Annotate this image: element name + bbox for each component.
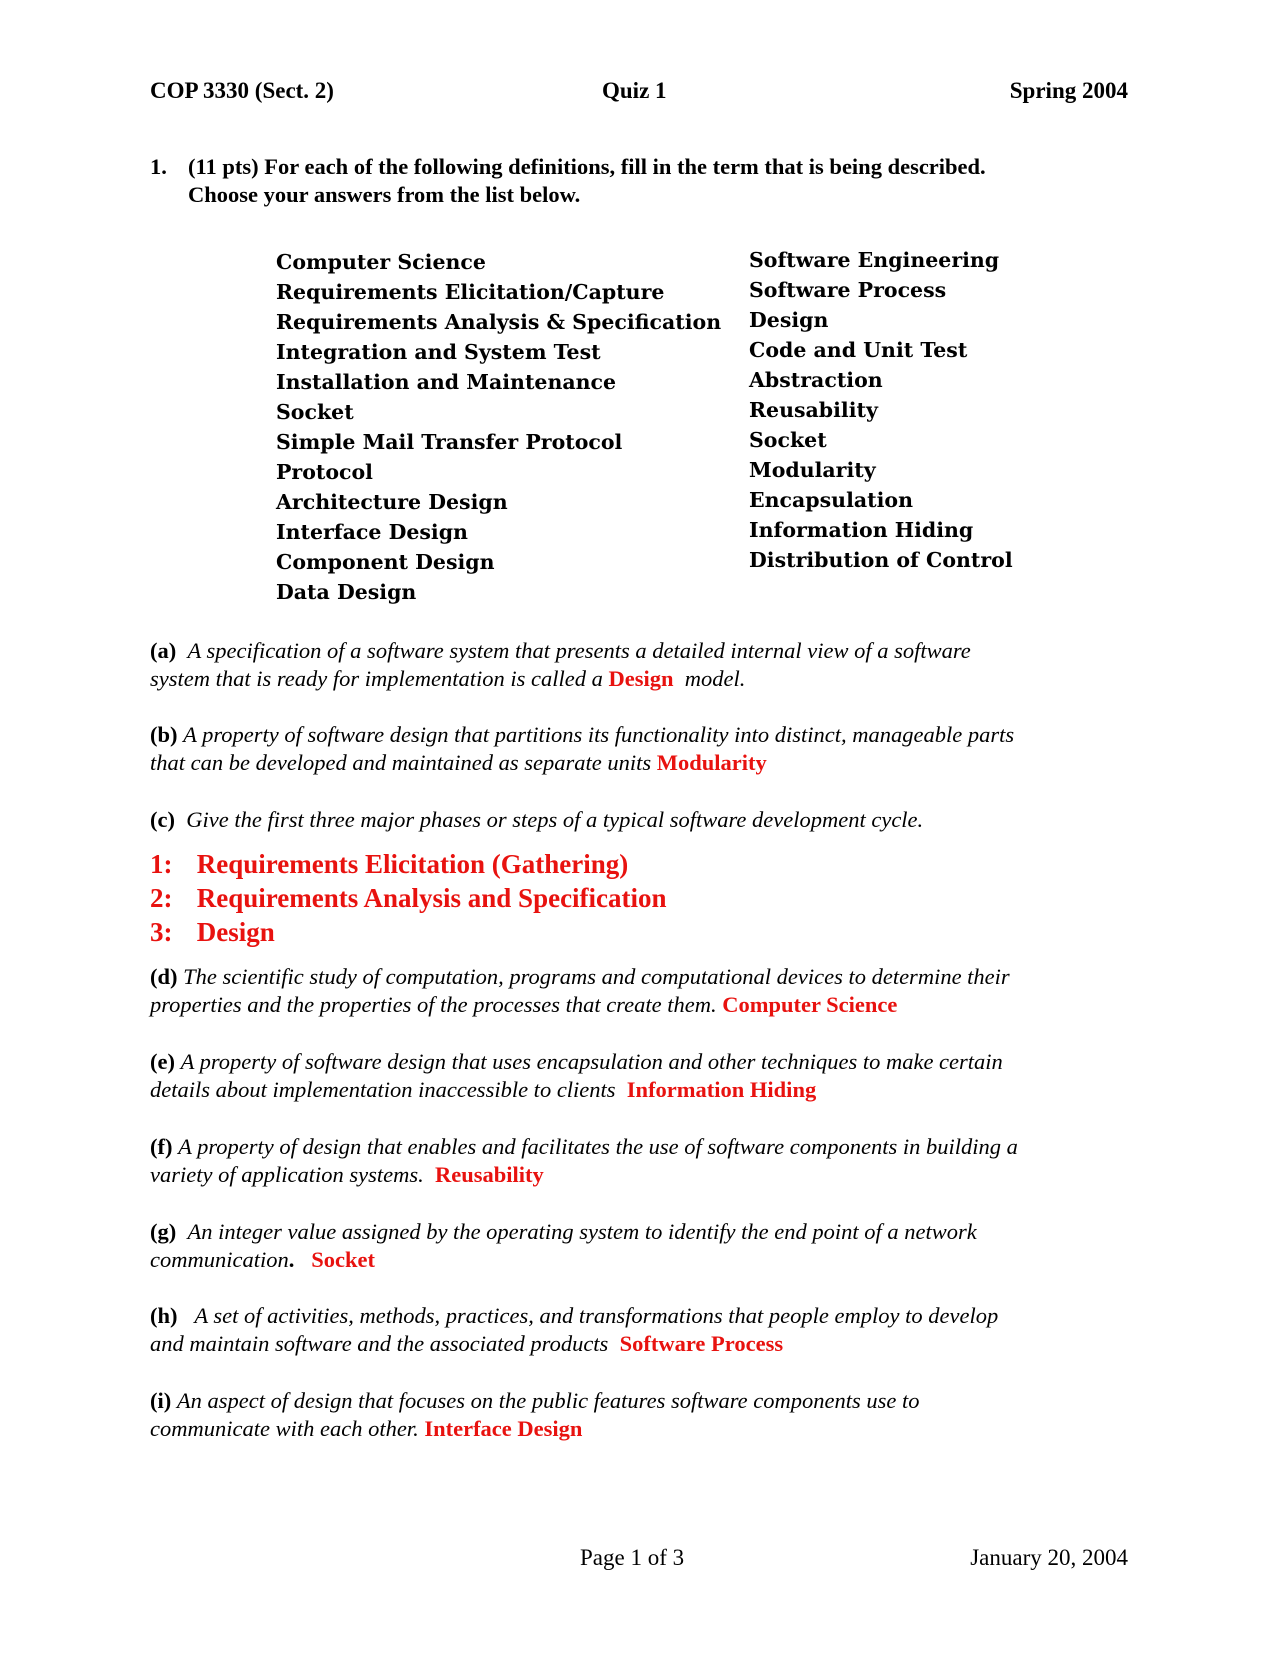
question-prompt-line: (11 pts) For each of the following definitions, fill in the term that is being described. — [188, 154, 986, 179]
term-item: Socket — [276, 400, 354, 424]
item-label: (g) — [150, 1219, 177, 1244]
term-item: Architecture Design — [276, 490, 508, 514]
item-definition: communication — [150, 1247, 289, 1272]
term-item: Distribution of Control — [749, 548, 1013, 572]
term-item: Simple Mail Transfer Protocol — [276, 430, 623, 454]
footer-date: January 20, 2004 — [970, 1545, 1128, 1570]
item-answer: Reusability — [434, 1162, 544, 1187]
term: Spring 2004 — [1009, 78, 1128, 103]
term-item: Encapsulation — [749, 488, 913, 512]
term-list-left — [276, 247, 721, 607]
question-prompt-line: Choose your answers from the list below. — [188, 182, 581, 207]
item-punctuation: . — [288, 1247, 295, 1272]
term-item: Installation and Maintenance — [276, 370, 617, 394]
item-i — [150, 1387, 1130, 1443]
item-f — [150, 1133, 1130, 1189]
phase-number: 3: — [150, 917, 173, 947]
phase-number: 1: — [150, 849, 173, 879]
item-definition: Give the first three major phases or steps of a typical software development cycle. — [186, 807, 924, 832]
item-definition: An integer value assigned by the operating system to identify the end point of a network — [187, 1219, 977, 1244]
item-label: (e) — [150, 1049, 175, 1074]
phase-number: 2: — [150, 883, 173, 913]
term-item: Modularity — [749, 458, 876, 482]
phase-text: Requirements Elicitation (Gathering) — [196, 849, 629, 879]
item-definition-tail: model. — [684, 666, 746, 691]
item-definition: that can be developed and maintained as separate units — [150, 750, 652, 775]
item-definition: A property of design that enables and facilitates the use of software components in building a — [178, 1134, 1018, 1159]
item-definition: A set of activities, methods, practices, and transformations that people employ to develop — [194, 1303, 999, 1328]
term-item: Abstraction — [749, 368, 883, 392]
term-item: Design — [749, 308, 829, 332]
phase-row — [150, 881, 667, 915]
item-definition: A specification of a software system that presents a detailed internal view of a software — [187, 638, 971, 663]
item-answer: Software Process — [619, 1331, 784, 1356]
term-item: Computer Science — [276, 250, 486, 274]
item-label: (b) — [150, 722, 178, 747]
term-item: Requirements Elicitation/Capture — [276, 280, 665, 304]
item-definition: variety of application systems. — [150, 1162, 424, 1187]
item-label: (c) — [150, 807, 175, 832]
item-c — [150, 806, 1130, 834]
item-definition: and maintain software and the associated products — [150, 1331, 609, 1356]
item-definition: A property of software design that uses encapsulation and other techniques to make certain — [180, 1049, 1003, 1074]
item-a — [150, 637, 1130, 693]
phase-row — [150, 847, 667, 881]
item-definition: communicate with each other. — [150, 1416, 419, 1441]
item-label: (d) — [150, 964, 178, 989]
phase-row — [150, 915, 667, 949]
item-definition: An aspect of design that focuses on the public features software components use to — [176, 1388, 920, 1413]
item-definition: properties and the properties of the processes that create them. — [150, 992, 717, 1017]
item-definition: system that is ready for implementation is called a — [150, 666, 603, 691]
item-answer: Modularity — [656, 750, 767, 775]
term-item: Information Hiding — [749, 518, 974, 542]
term-item: Integration and System Test — [276, 340, 601, 364]
term-item: Code and Unit Test — [749, 338, 968, 362]
item-answer: Interface Design — [424, 1416, 583, 1441]
page-header — [150, 78, 1128, 108]
item-label: (h) — [150, 1303, 178, 1328]
term-item: Protocol — [276, 460, 373, 484]
item-d — [150, 963, 1130, 1019]
term-item: Socket — [749, 428, 827, 452]
item-label: (f) — [150, 1134, 173, 1159]
item-h — [150, 1302, 1130, 1358]
term-item: Software Process — [749, 278, 947, 302]
course-code: COP 3330 (Sect. 2) — [150, 78, 334, 103]
item-definition: The scientific study of computation, programs and computational devices to determine their — [183, 964, 1010, 989]
item-b — [150, 721, 1130, 777]
term-item: Software Engineering — [749, 248, 1000, 272]
question-prompt — [188, 153, 1088, 209]
term-item: Requirements Analysis & Specification — [276, 310, 722, 334]
term-item: Reusability — [749, 398, 878, 422]
item-label: (i) — [150, 1388, 172, 1413]
quiz-title: Quiz 1 — [602, 78, 667, 103]
phase-text: Requirements Analysis and Specification — [196, 883, 667, 913]
term-item: Component Design — [276, 550, 495, 574]
item-answer: Computer Science — [722, 992, 898, 1017]
item-definition: A property of software design that partitions its functionality into distinct, manageable parts — [183, 722, 1015, 747]
term-item: Data Design — [276, 580, 417, 604]
item-definition: details about implementation inaccessible to clients — [150, 1077, 616, 1102]
item-answer: Information Hiding — [626, 1077, 817, 1102]
item-answer: Socket — [311, 1247, 375, 1272]
term-list-right — [749, 245, 1013, 575]
page-number: Page 1 of 3 — [580, 1545, 685, 1570]
term-item: Interface Design — [276, 520, 468, 544]
phase-text: Design — [196, 917, 275, 947]
item-label: (a) — [150, 638, 177, 663]
item-g — [150, 1218, 1130, 1274]
item-answer: Design — [608, 666, 674, 691]
item-e — [150, 1048, 1130, 1104]
question-number: 1. — [150, 154, 167, 179]
development-phases — [150, 847, 667, 949]
